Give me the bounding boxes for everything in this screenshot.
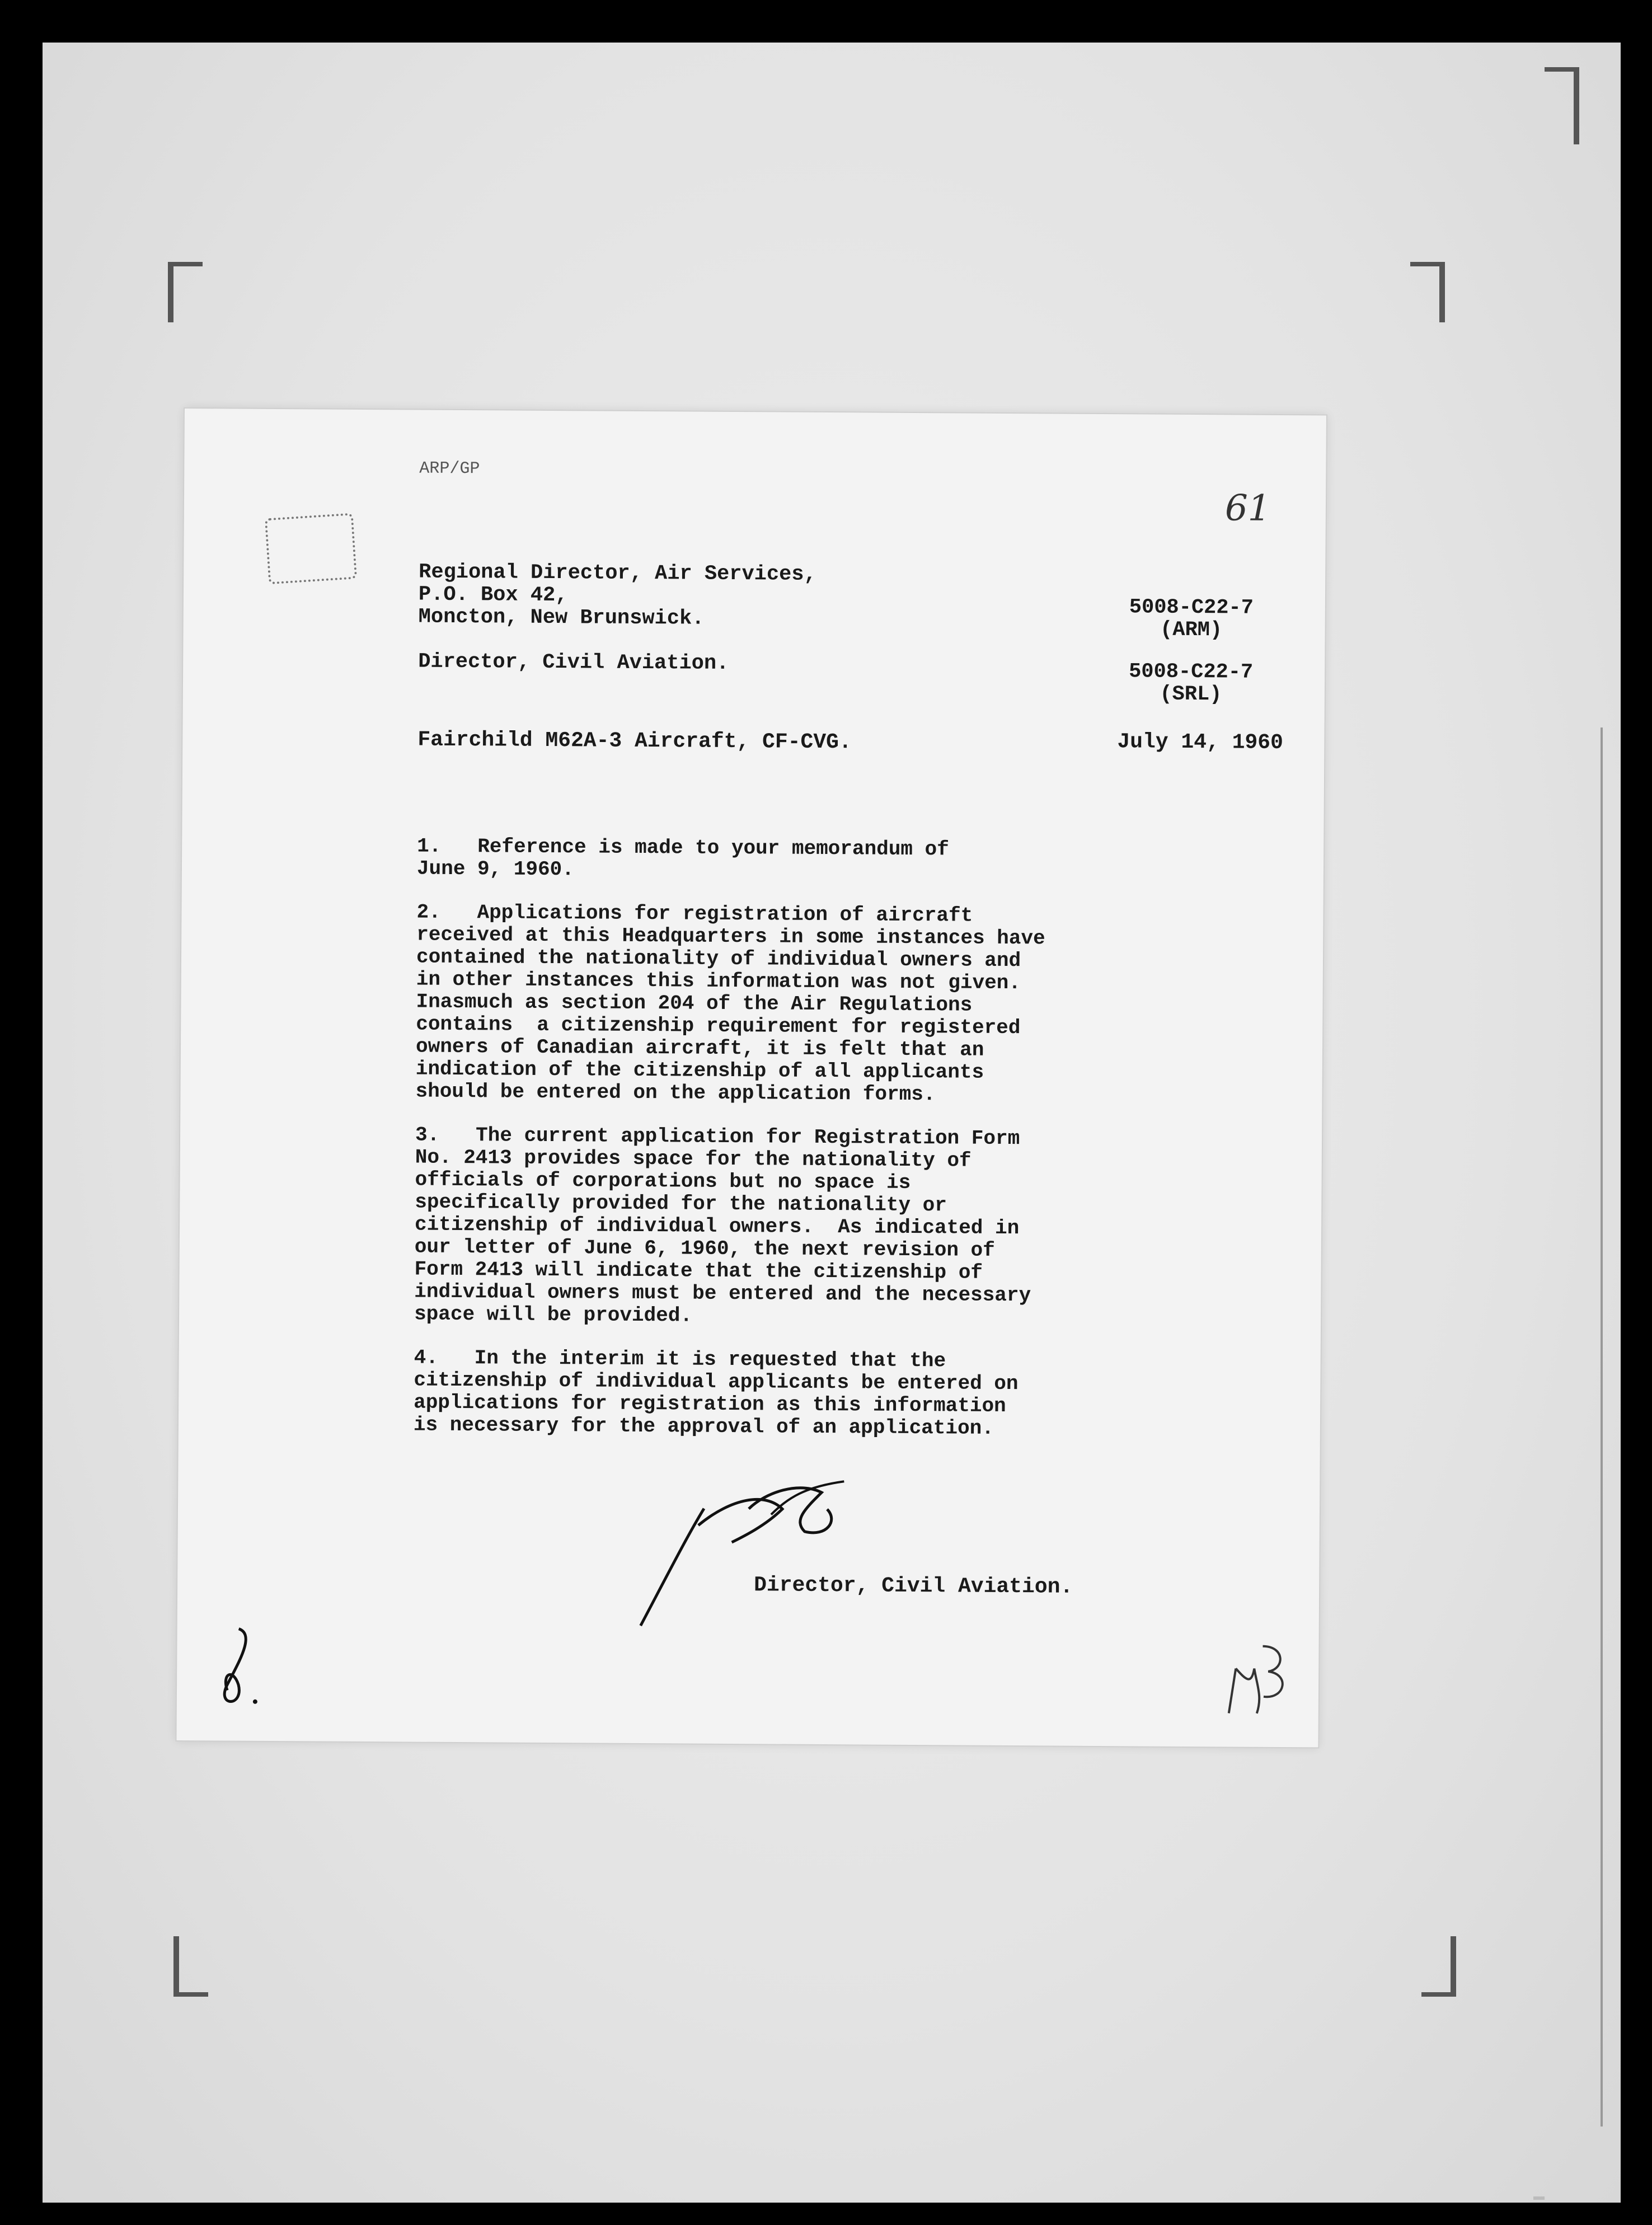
paragraph: 3. The current application for Registration Form No. 2413 provides space for the nationality of officials of corporations but no space is specifically provided for the nationality or citizenship of individual owners. As indicated in our letter of June 6, 1960, the next revision of Form 2413 will indicate that the citizenship of individual owners must be entered and the necessary space will be provided.: [414, 1123, 1031, 1327]
file-reference-2: [1129, 660, 1254, 706]
from-line: Regional Director, Air Services,: [419, 560, 816, 586]
paragraph: 4. In the interim it is requested that the citizenship of individual applicants be entered on applications for registration as this information is necessary for the approval of an application.: [413, 1346, 1019, 1440]
file-number: 5008-C22-7: [1129, 595, 1254, 620]
subject-line: Fairchild M62A-3 Aircraft, CF-CVG.: [417, 727, 852, 755]
scan-edge-line: [1601, 727, 1603, 2127]
signature-title: Director, Civil Aviation.: [754, 1573, 1073, 1599]
faded-stamp: [265, 513, 357, 584]
crop-mark-top-left: [168, 262, 203, 322]
typist-initials: ARP/GP: [419, 459, 480, 479]
file-reference-1: [1129, 596, 1254, 641]
to-address: Director, Civil Aviation.: [418, 650, 729, 675]
file-suffix: (ARM): [1160, 618, 1223, 642]
from-line: P.O. Box 42,: [418, 583, 568, 608]
from-line: Moncton, New Brunswick.: [418, 605, 705, 631]
file-number: 5008-C22-7: [1129, 660, 1254, 684]
crop-mark-outer: [1545, 67, 1579, 144]
letter-date: July 14, 1960: [1117, 730, 1283, 755]
crop-mark-bottom-left: [173, 1936, 208, 1997]
from-address: [418, 561, 816, 675]
paragraph: 1. Reference is made to your memorandum of June 9, 1960.: [416, 834, 949, 881]
page-foot-mark: [1533, 2196, 1545, 2200]
file-suffix: (SRL): [1160, 682, 1222, 707]
crop-mark-bottom-right: [1421, 1936, 1456, 1997]
handwritten-signature: [636, 1475, 872, 1633]
handwritten-initials-right: [1223, 1635, 1297, 1719]
page-mark-handwritten: 61: [1224, 487, 1271, 529]
letter-sheet: [176, 409, 1326, 1747]
paragraph: 2. Applications for registration of aircraft received at this Headquarters in some instances have contained the nationality of individual owners and in other instances this information was not given. Inasmuch as section 204 of the Air Regulations contains a citizenship requirement for registered owners of Canadian aircraft, it is felt that an indication of the citizenship of all applicants should be entered on the application forms.: [415, 900, 1045, 1106]
handwritten-mark-left: [205, 1623, 273, 1713]
crop-mark-top-right: [1410, 262, 1445, 322]
letter-body: [414, 835, 1246, 1463]
